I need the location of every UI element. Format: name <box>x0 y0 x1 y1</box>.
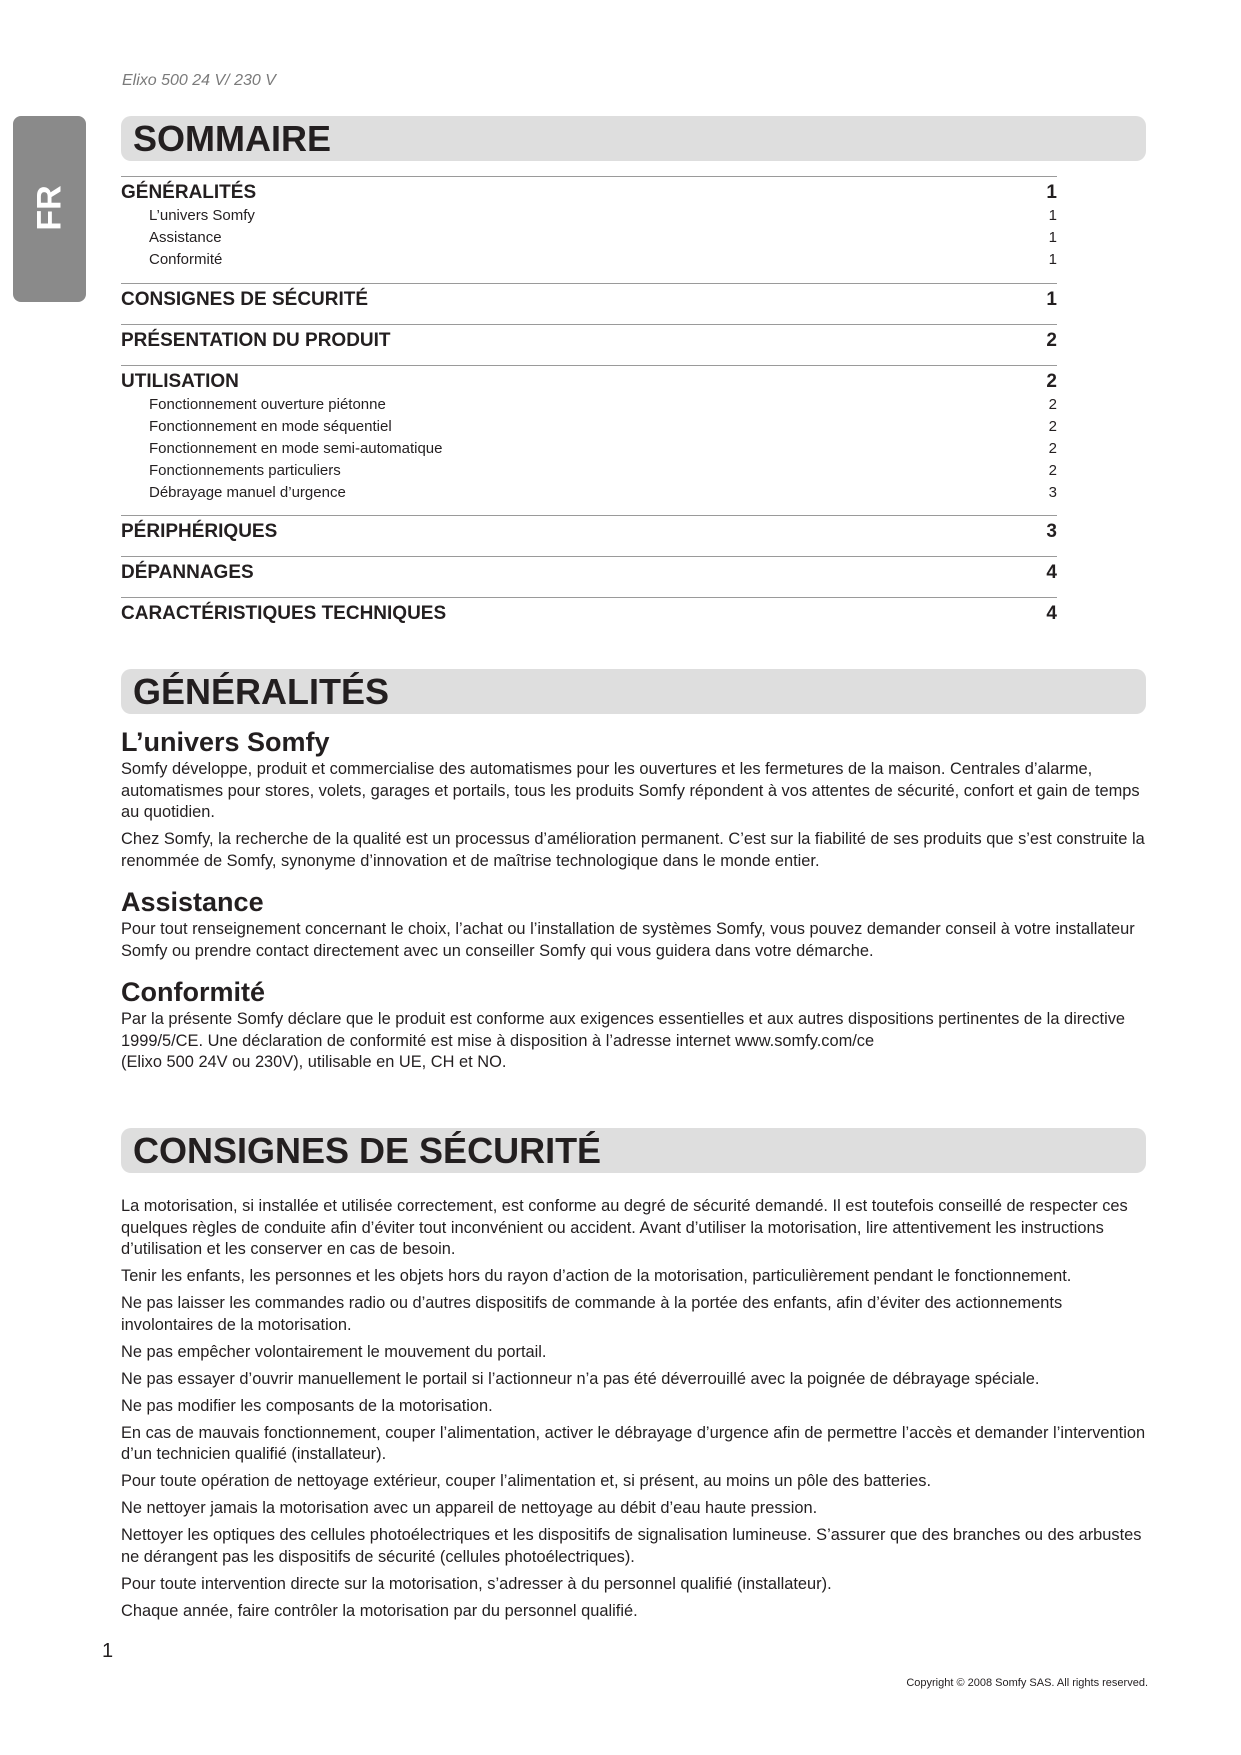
securite-paragraph: Tenir les enfants, les personnes et les objets hors du rayon d’action de la motorisation, particulièrement pendant le fonctionnement. <box>121 1267 1072 1285</box>
securite-paragraph: Chaque année, faire contrôler la motorisation par du personnel qualifié. <box>121 1601 638 1620</box>
toc-group-presentation <box>121 324 1057 365</box>
univers-somfy-paragraph: Chez Somfy, la recherche de la qualité est un processus d’amélioration permanent. C’est sur la fiabilité de ses produits que s’est construite la renommée de Somfy, synonyme d’innovation et de maîtrise technologique dans le monde entier. <box>121 830 1145 870</box>
toc-entry-label: CONSIGNES DE SÉCURITÉ <box>121 289 369 310</box>
toc-subentry <box>121 205 1057 227</box>
toc-subentry <box>121 482 1057 504</box>
assistance-heading: Assistance <box>121 887 264 917</box>
univers-somfy-paragraph: Somfy développe, produit et commercialise des automatismes pour les ouvertures et les fermetures de la maison. Centrales d’alarme, automatismes pour stores, volets, garages et portails, tous les produits Somfy répondent à vos attentes de sécurité, confort et gain de temps au quotidien. <box>121 760 1140 821</box>
language-tab <box>13 116 86 302</box>
toc-subentry-label: Assistance <box>149 229 222 246</box>
securite-paragraph: Pour toute intervention directe sur la motorisation, s’adresser à du personnel qualifié (installateur). <box>121 1574 832 1593</box>
conformite-paragraph-applicability: (Elixo 500 24V ou 230V), utilisable en UE, CH et NO. <box>121 1053 507 1071</box>
toc-subentry-label: L’univers Somfy <box>149 207 255 224</box>
toc-entry-generalites <box>121 181 1057 205</box>
toc-group-generalites <box>121 176 1057 283</box>
toc-entry-label: DÉPANNAGES <box>121 562 254 583</box>
toc-entry-page: 4 <box>1046 603 1057 624</box>
toc-group-utilisation <box>121 365 1057 515</box>
securite-paragraph: Ne nettoyer jamais la motorisation avec un appareil de nettoyage au débit d’eau haute pression. <box>121 1499 818 1517</box>
securite-title-bar <box>121 1128 1146 1173</box>
univers-somfy-heading: L’univers Somfy <box>121 727 330 757</box>
toc-subentry-page: 2 <box>1048 440 1057 457</box>
toc-entry-label: PRÉSENTATION DU PRODUIT <box>121 330 391 351</box>
securite-title: CONSIGNES DE SÉCURITÉ <box>133 1130 602 1171</box>
sommaire-title: SOMMAIRE <box>133 118 331 159</box>
toc-entry-page: 2 <box>1046 371 1057 392</box>
toc-entry-page: 3 <box>1046 521 1057 542</box>
toc-subentry-label: Conformité <box>149 251 223 268</box>
toc-entry-depannages <box>121 561 1057 585</box>
toc-group-depannages <box>121 556 1057 597</box>
securite-paragraph: Nettoyer les optiques des cellules photoélectriques et les dispositifs de signalisation lumineuse. S’assurer que des branches ou des arbustes ne dérangent pas les dispositifs de sécurité (cellules photoélectriques). <box>121 1526 1142 1566</box>
toc-subentry-page: 2 <box>1048 396 1057 413</box>
toc-entry-peripheriques <box>121 520 1057 544</box>
language-tab-label: FR <box>30 185 68 231</box>
toc-subentry <box>121 394 1057 416</box>
toc-entry-caracteristiques-techniques <box>121 602 1057 626</box>
toc-entry-consignes-securite <box>121 288 1057 312</box>
conformite-paragraph: Par la présente Somfy déclare que le produit est conforme aux exigences essentielles et aux autres dispositions pertinentes de la directive 1999/5/CE. Une déclaration de conformité est mise à disposition à l’adresse internet www.somfy.com/ce <box>121 1010 1126 1050</box>
toc-subentry <box>121 460 1057 482</box>
toc-entry-presentation-produit <box>121 329 1057 353</box>
conformite-heading: Conformité <box>121 977 265 1007</box>
toc-entry-label: CARACTÉRISTIQUES TECHNIQUES <box>121 603 447 624</box>
toc-entry-label: PÉRIPHÉRIQUES <box>121 521 278 542</box>
toc-subentry-page: 2 <box>1048 418 1057 435</box>
toc-subentry <box>121 227 1057 249</box>
toc-subentry-label: Fonctionnement en mode semi-automatique <box>149 440 443 457</box>
securite-paragraph: Ne pas empêcher volontairement le mouvement du portail. <box>121 1342 547 1361</box>
copyright-notice: Copyright © 2008 Somfy SAS. All rights reserved. <box>906 1677 1148 1689</box>
securite-paragraph: Pour toute opération de nettoyage extérieur, couper l’alimentation et, si présent, au moins un pôle des batteries. <box>121 1472 932 1490</box>
toc-subentry <box>121 438 1057 460</box>
toc-subentry-label: Fonctionnement ouverture piétonne <box>149 396 386 413</box>
toc-subentry-page: 2 <box>1048 462 1057 479</box>
toc-entry-page: 2 <box>1046 330 1057 351</box>
toc-entry-page: 4 <box>1046 562 1057 583</box>
generalites-title: GÉNÉRALITÉS <box>133 671 390 712</box>
securite-paragraph: Ne pas essayer d’ouvrir manuellement le portail si l’actionneur n’a pas été déverrouillé avec la poignée de débrayage spéciale. <box>121 1369 1040 1388</box>
securite-paragraph: En cas de mauvais fonctionnement, couper l’alimentation, activer le débrayage d’urgence afin de permettre l’accès et demander l’intervention d’un technicien qualifié (installateur). <box>121 1423 1146 1463</box>
assistance-paragraph: Pour tout renseignement concernant le choix, l’achat ou l’installation de systèmes Somfy, vous pouvez demander conseil à votre installateur Somfy ou prendre contact directement avec un conseiller Somfy qui vous guidera dans votre démarche. <box>121 920 1135 960</box>
toc-subentry-page: 1 <box>1048 251 1057 268</box>
toc-subentry-label: Fonctionnement en mode séquentiel <box>149 418 392 435</box>
document-model-header: Elixo 500 24 V/ 230 V <box>122 72 276 89</box>
page-number: 1 <box>102 1640 114 1662</box>
toc-subentry <box>121 416 1057 438</box>
securite-paragraph: Ne pas laisser les commandes radio ou d’autres dispositifs de commande à la portée des enfants, afin d’éviter des actionnements involontaires de la motorisation. <box>121 1294 1063 1334</box>
table-of-contents <box>121 176 1057 638</box>
securite-content <box>121 1196 1146 1628</box>
toc-entry-label: UTILISATION <box>121 371 239 392</box>
toc-group-peripheriques <box>121 515 1057 556</box>
toc-subentry-page: 1 <box>1048 207 1057 224</box>
toc-subentry-page: 1 <box>1048 229 1057 246</box>
toc-entry-page: 1 <box>1046 289 1057 310</box>
toc-group-caracteristiques <box>121 597 1057 638</box>
toc-subentry <box>121 249 1057 271</box>
toc-subentry-label: Fonctionnements particuliers <box>149 462 341 479</box>
securite-paragraph: La motorisation, si installée et utilisée correctement, est conforme au degré de sécurité demandé. Il est toutefois conseillé de respecter ces quelques règles de conduite afin d’éviter tout inconvénient ou accident. Avant d’utiliser la motorisation, lire attentivement les instructions d’utilisation et les conserver en cas de besoin. <box>121 1197 1128 1258</box>
generalites-title-bar <box>121 669 1146 714</box>
toc-group-securite <box>121 283 1057 324</box>
sommaire-title-bar <box>121 116 1146 161</box>
toc-entry-label: GÉNÉRALITÉS <box>121 182 257 203</box>
toc-subentry-page: 3 <box>1048 484 1057 501</box>
toc-entry-page: 1 <box>1046 182 1057 203</box>
toc-entry-utilisation <box>121 370 1057 394</box>
generalites-content <box>121 725 1146 1079</box>
securite-paragraph: Ne pas modifier les composants de la motorisation. <box>121 1396 493 1415</box>
toc-subentry-label: Débrayage manuel d’urgence <box>149 484 346 501</box>
